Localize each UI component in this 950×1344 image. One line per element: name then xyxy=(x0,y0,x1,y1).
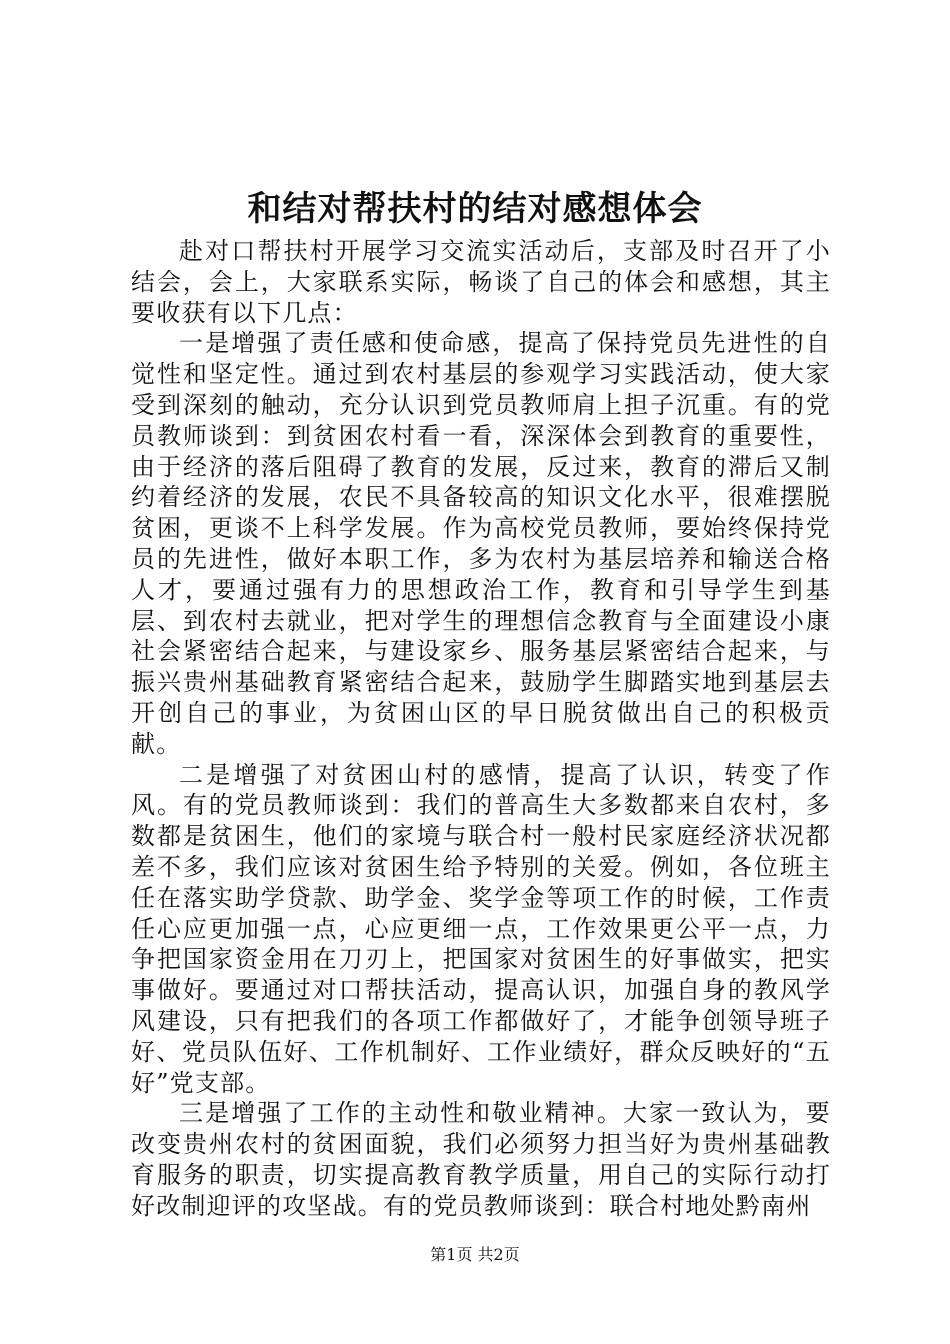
page-number-footer: 第1页 共2页 xyxy=(430,1245,520,1264)
paragraph-point-one: 一是增强了责任感和使命感，提高了保持党员先进性的自觉性和坚定性。通过到农村基层的参观学习实践活动，使大家受到深刻的触动，充分认识到党员教师肩上担子沉重。有的党员教师谈到：到贫困农村看一看，深深体会到教育的重要性，由于经济的落后阻碍了教育的发展，反过来，教育的滞后又制约着经济的发展，农民不具备较高的知识文化水平，很难摆脱贫困，更谈不上科学发展。作为高校党员教师，要始终保持党员的先进性，做好本职工作，多为农村为基层培养和输送合格人才，要通过强有力的思想政治工作，教育和引导学生到基层、到农村去就业，把对学生的理想信念教育与全面建设小康社会紧密结合起来，与建设家乡、服务基层紧密结合起来，与振兴贵州基础教育紧密结合起来，鼓励学生脚踏实地到基层去开创自己的事业，为贫困山区的早日脱贫做出自己的积极贡献。 xyxy=(131,329,831,758)
document-body xyxy=(131,236,831,1222)
document-title: 和结对帮扶村的结对感想体会 xyxy=(247,189,703,229)
paragraph-point-three: 三是增强了工作的主动性和敬业精神。大家一致认为，要改变贵州农村的贫困面貌，我们必须努力担当好为贵州基础教育服务的职责，切实提高教育教学质量，用自己的实际行动打好改制迎评的攻坚战。有的党员教师谈到：联合村地处黔南州 xyxy=(131,1099,831,1220)
paragraph-point-two: 二是增强了对贫困山村的感情，提高了认识，转变了作风。有的党员教师谈到：我们的普高生大多数都来自农村，多数都是贫困生，他们的家境与联合村一般村民家庭经济状况都差不多，我们应该对贫困生给予特别的关爱。例如，各位班主任在落实助学贷款、助学金、奖学金等项工作的时候，工作责任心应更加强一点，心应更细一点，工作效果更公平一点，力争把国家资金用在刀刃上，把国家对贫困生的好事做实，把实事做好。要通过对口帮扶活动，提高认识，加强自身的教风学风建设，只有把我们的各项工作都做好了，才能争创领导班子好、党员队伍好、工作机制好、工作业绩好，群众反映好的“五好”党支部。 xyxy=(131,760,831,1097)
paragraph-intro: 赴对口帮扶村开展学习交流实活动后，支部及时召开了小结会，会上，大家联系实际，畅谈了自己的体会和感想，其主要收获有以下几点： xyxy=(131,237,831,327)
